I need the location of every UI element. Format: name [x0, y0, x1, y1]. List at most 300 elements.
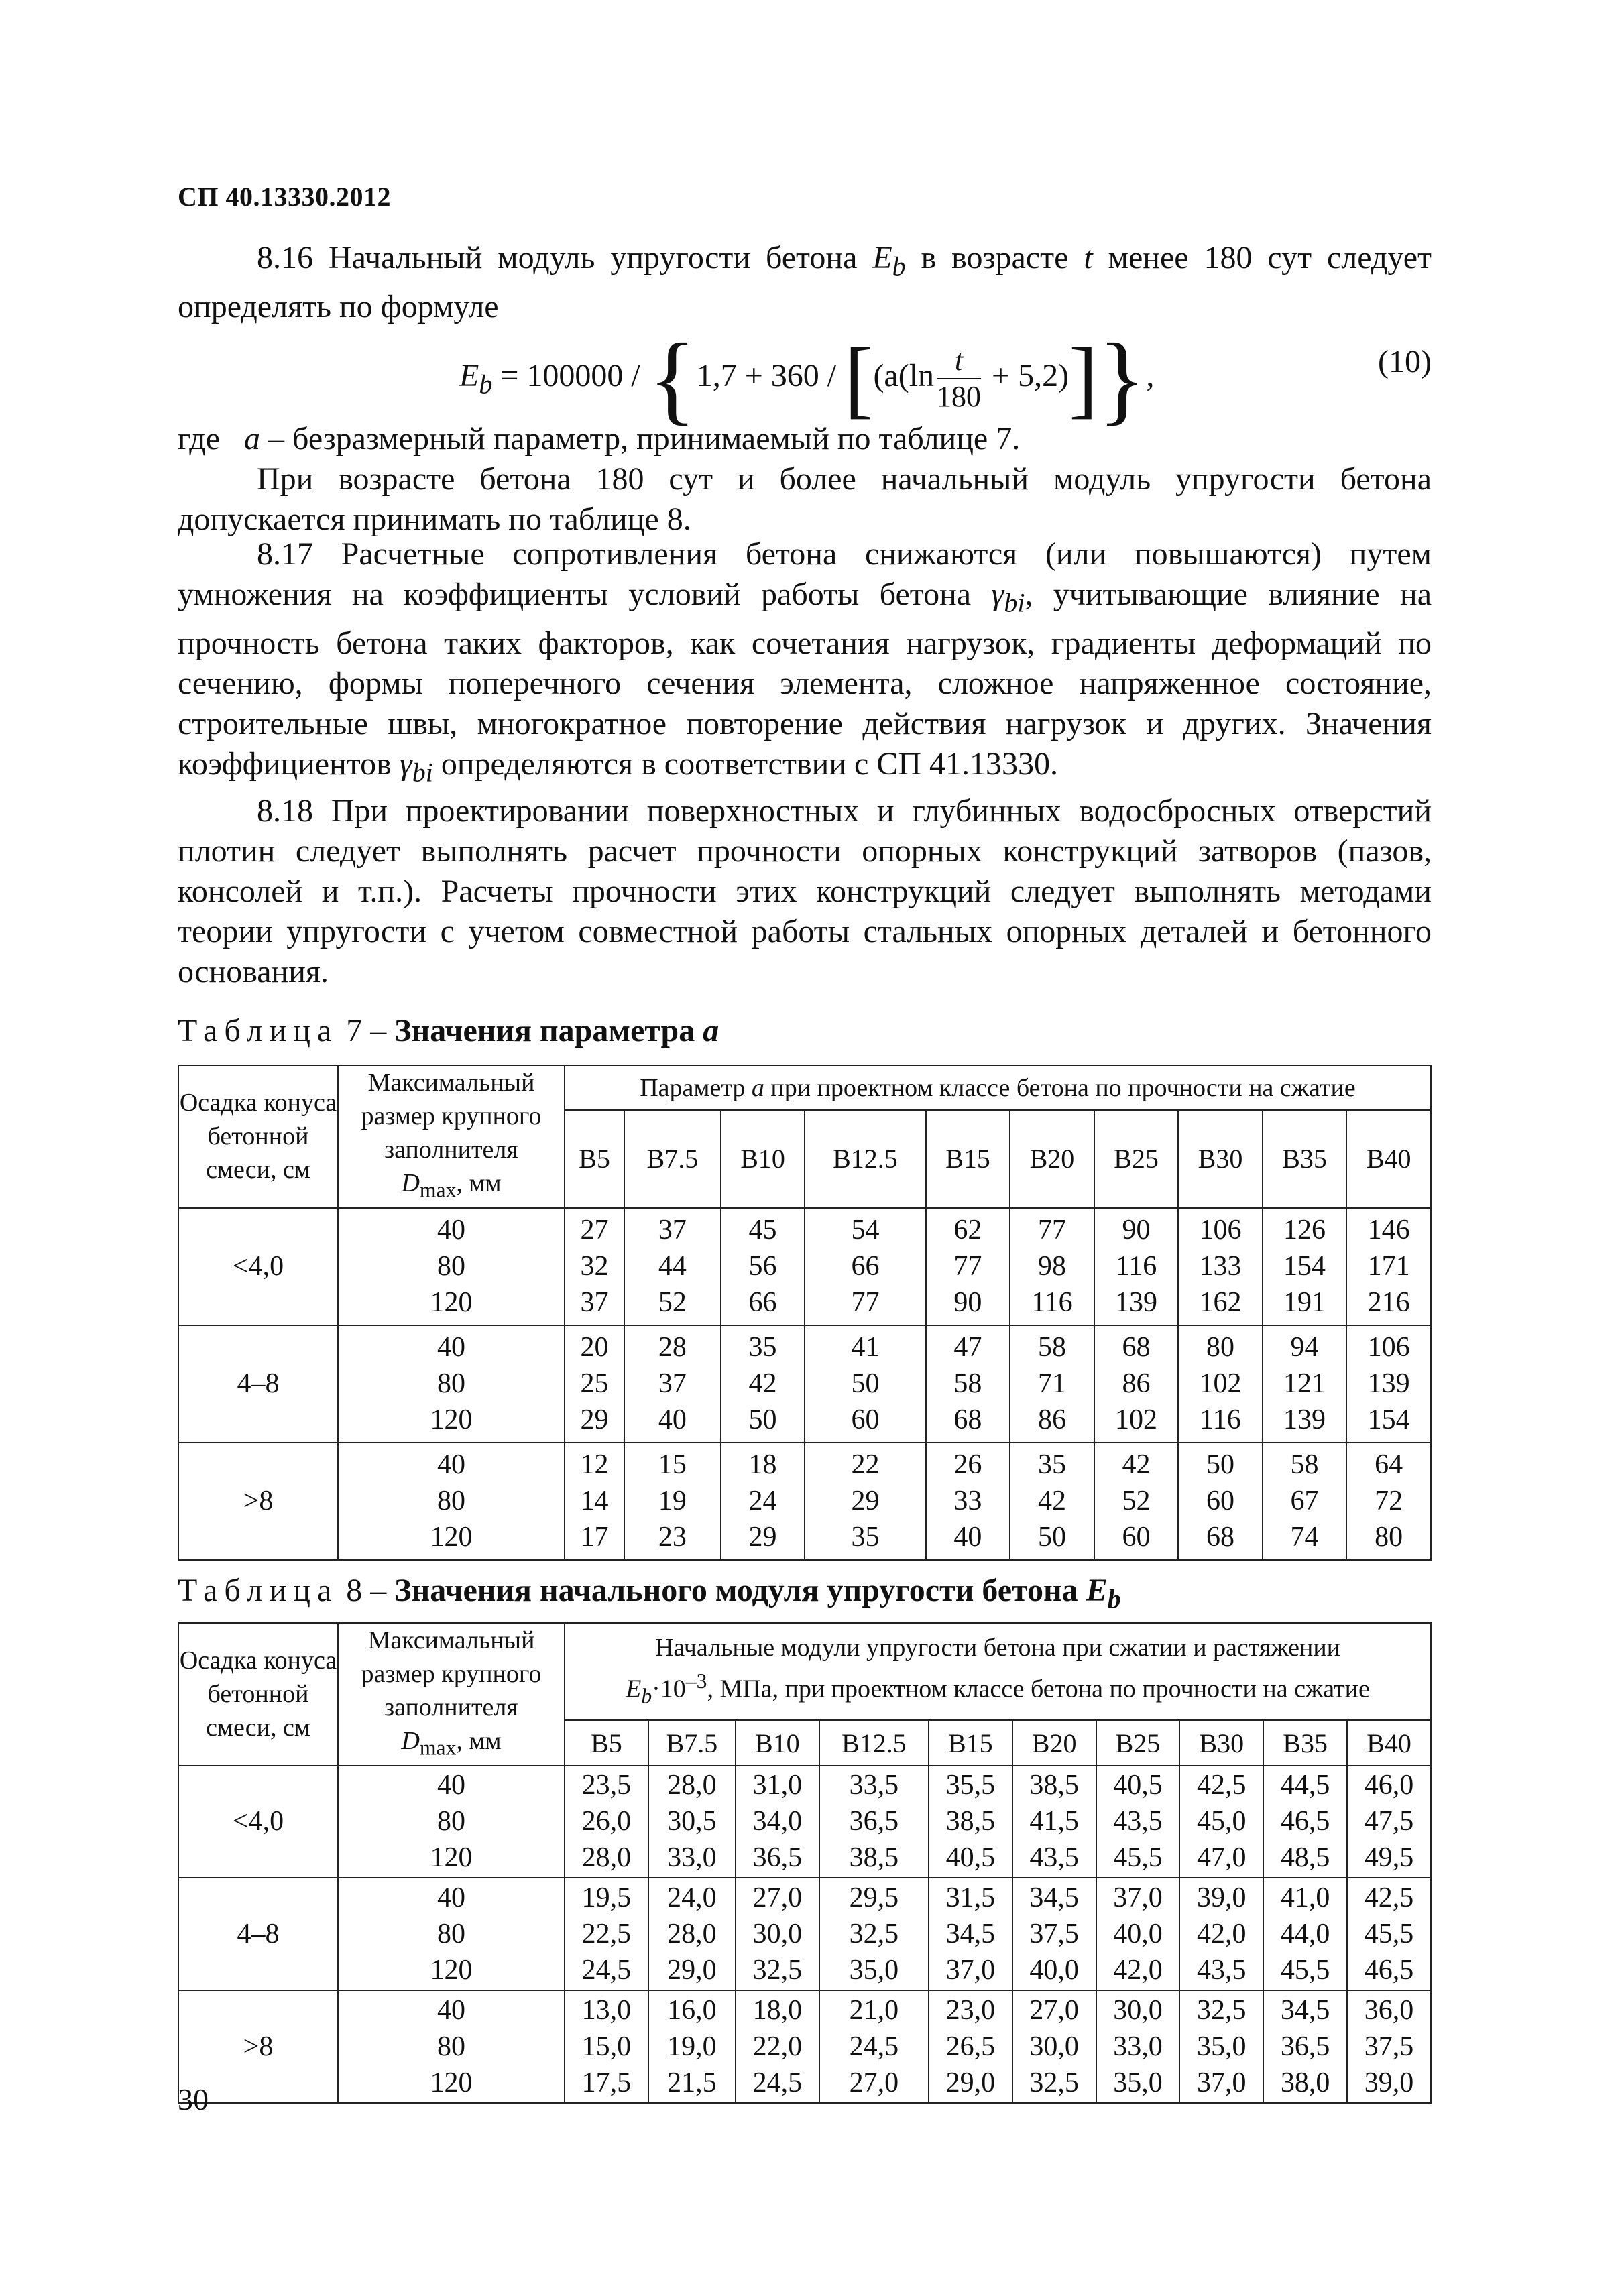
document-code-header: СП 40.13330.2012 [178, 182, 391, 212]
table-value: 46,5 [1364, 1955, 1414, 1986]
table-value: 17 [580, 1522, 609, 1553]
value-cell [1012, 1878, 1096, 1990]
table-value: 77 [1037, 1215, 1066, 1246]
aggregate-size-value: 80 [437, 1368, 465, 1400]
table-value: 56 [748, 1251, 777, 1282]
table-value: 29,0 [945, 2067, 996, 2098]
table-value: 43,5 [1029, 1842, 1079, 1874]
right-brace: } [1098, 323, 1147, 434]
table-value: 30,5 [667, 1806, 717, 1837]
table-value: 133 [1199, 1251, 1242, 1282]
table-value: 34,5 [1280, 1994, 1330, 2026]
aggregate-size-cell [338, 1443, 565, 1560]
table-value: 22,0 [752, 2031, 803, 2062]
formula-expression: $E_b = 100000 / \{1,7 + 360 / [(a(\ln$ $\frac{t}{180}$ + 5,2)]}, [459, 323, 1155, 434]
table-value: 37 [658, 1368, 687, 1400]
value-cell [1010, 1325, 1094, 1443]
table-row-group [178, 1325, 1431, 1443]
value-cell [1263, 1766, 1347, 1878]
table-value: 90 [1122, 1215, 1151, 1246]
value-cell [1094, 1443, 1179, 1560]
value-cell [805, 1325, 925, 1443]
table-value: 126 [1283, 1215, 1326, 1246]
value-cell [819, 1878, 929, 1990]
t8-class-header: B12.5 [819, 1720, 929, 1765]
table-value: 139 [1114, 1287, 1157, 1319]
value-cell [721, 1208, 805, 1325]
value-cell [624, 1208, 721, 1325]
table-value: 36,0 [1364, 1994, 1414, 2026]
table-row-group [178, 1878, 1431, 1990]
table-value: 68 [1206, 1522, 1235, 1553]
table-value: 216 [1367, 1287, 1410, 1319]
table-value: 50 [851, 1368, 880, 1400]
table-value: 68 [1122, 1332, 1151, 1364]
aggregate-size-value: 120 [430, 1404, 473, 1436]
table-value: 26,5 [945, 2031, 996, 2062]
table-value: 30,0 [752, 1919, 803, 1950]
table-value: 24,5 [849, 2031, 899, 2062]
t8-class-header: B7.5 [648, 1720, 736, 1765]
table-value: 12 [580, 1449, 609, 1481]
value-cell [1012, 1766, 1096, 1878]
table-value: 37,0 [1197, 2067, 1246, 2098]
aggregate-size-value: 120 [430, 1287, 473, 1319]
table-value: 58 [1290, 1449, 1319, 1481]
paragraph-8-17: 8.17 Расчетные сопротивления бетона снижаются (или повышаются) путем умножения на коэффициенты условий работы бетона $\gamma_{bi}$, учитывающие влияние на прочность бетона таких факторов, как сочетания нагрузок, градиенты деформаций по сечению, формы поперечного сечения элемента, сложное напряженное состояние, строительные швы, многократное повторение действия нагрузок и других. Значения коэффициентов $\gamma_{bi}$ определяются в соответствии с СП 41.13330. [178, 536, 1432, 788]
table-value: 29 [580, 1404, 609, 1436]
table-value: 37,5 [1029, 1919, 1079, 1950]
table-value: 102 [1114, 1404, 1157, 1436]
aggregate-size-value: 80 [437, 1486, 465, 1517]
table-value: 40,0 [1113, 1919, 1163, 1950]
table-value: 16,0 [667, 1994, 717, 2026]
slump-cell: <4,0 [178, 1766, 338, 1878]
table-value: 40,5 [945, 1842, 996, 1874]
aggregate-size-cell [338, 1208, 565, 1325]
value-cell [1094, 1208, 1179, 1325]
table-value: 34,5 [1029, 1882, 1079, 1914]
table-value: 50 [748, 1404, 777, 1436]
table-value: 45,5 [1280, 1955, 1330, 1986]
aggregate-size-cell [338, 1990, 565, 2103]
table-value: 24,5 [752, 2067, 803, 2098]
table-value: 34,5 [945, 1919, 996, 1950]
table7-caption: Таблица 7 – Значения параметра a [178, 1013, 719, 1048]
table7-group-header: Параметр a при проектном классе бетона по прочности на сжатие [565, 1065, 1431, 1110]
paragraph-age: При возрасте бетона 180 сут и более начальный модуль упругости бетона допускается принимать по таблице 8. [178, 461, 1432, 537]
right-bracket: ] [1069, 330, 1098, 427]
aggregate-size-value: 40 [437, 1332, 465, 1364]
table-value: 36,5 [849, 1806, 899, 1837]
table-value: 42,5 [1364, 1882, 1414, 1914]
table-value: 54 [851, 1215, 880, 1246]
aggregate-size-cell [338, 1766, 565, 1878]
table-value: 52 [1122, 1486, 1151, 1517]
table-value: 27 [580, 1215, 609, 1246]
table-value: 28,0 [667, 1770, 717, 1801]
table-value: 23 [658, 1522, 687, 1553]
table-value: 25 [580, 1368, 609, 1400]
slump-cell: >8 [178, 1990, 338, 2103]
table-value: 116 [1200, 1404, 1241, 1436]
formula-10 [459, 295, 1432, 434]
table-value: 37 [580, 1287, 609, 1319]
table-value: 42 [1037, 1486, 1066, 1517]
table8-col-slump: Осадка конуса бетонной смеси, см [178, 1623, 338, 1766]
table7-col-slump: Осадка конуса бетонной смеси, см [178, 1065, 338, 1208]
table-value: 36,5 [1280, 2031, 1330, 2062]
t7-class-header: B30 [1178, 1110, 1263, 1207]
table-value: 22 [851, 1449, 880, 1481]
table-value: 37,0 [1113, 1882, 1163, 1914]
table8-group-header: Начальные модули упругости бетона при сжатии и растяжении $E_b\cdot 10^{-3}$, МПа, при проектном классе бетона по прочности на сжатие [565, 1623, 1431, 1720]
value-cell [1346, 1443, 1431, 1560]
table-value: 27,0 [849, 2067, 899, 2098]
value-cell [1096, 1990, 1180, 2103]
table-value: 32,5 [1029, 2067, 1079, 2098]
t8-class-header: B30 [1179, 1720, 1263, 1765]
table-value: 15,0 [581, 2031, 632, 2062]
table-value: 46,5 [1280, 1806, 1330, 1837]
t7-class-header: B20 [1010, 1110, 1094, 1207]
table-value: 32,5 [752, 1955, 803, 1986]
table-value: 48,5 [1280, 1842, 1330, 1874]
table-value: 191 [1283, 1287, 1326, 1319]
table-value: 22,5 [581, 1919, 632, 1950]
table-value: 67 [1290, 1486, 1319, 1517]
table-value: 24 [748, 1486, 777, 1517]
table-row-group [178, 1990, 1431, 2103]
value-cell [819, 1990, 929, 2103]
value-cell [648, 1878, 736, 1990]
t8-class-header: B15 [929, 1720, 1012, 1765]
value-cell [1178, 1443, 1263, 1560]
table-value: 21,0 [849, 1994, 899, 2026]
table-value: 29 [748, 1522, 777, 1553]
table-value: 106 [1367, 1332, 1410, 1364]
t8-class-header: B35 [1263, 1720, 1347, 1765]
value-cell [648, 1766, 736, 1878]
table-value: 154 [1367, 1404, 1410, 1436]
table-value: 37 [658, 1215, 687, 1246]
table-value: 34,0 [752, 1806, 803, 1837]
aggregate-size-value: 120 [430, 1842, 473, 1874]
table-value: 29,5 [849, 1882, 899, 1914]
table-value: 154 [1283, 1251, 1326, 1282]
table-value: 98 [1037, 1251, 1066, 1282]
table-value: 41 [851, 1332, 880, 1364]
table-value: 35 [851, 1522, 880, 1553]
t8-class-header: B40 [1347, 1720, 1431, 1765]
value-cell [565, 1766, 648, 1878]
t7-class-header: B40 [1346, 1110, 1431, 1207]
left-brace: { [648, 323, 697, 434]
table-value: 43,5 [1113, 1806, 1163, 1837]
table-value: 23,5 [581, 1770, 632, 1801]
table-value: 121 [1283, 1368, 1326, 1400]
value-cell [1096, 1878, 1180, 1990]
value-cell [926, 1443, 1010, 1560]
t7-class-header: B35 [1263, 1110, 1347, 1207]
table-value: 35 [1037, 1449, 1066, 1481]
value-cell [565, 1990, 648, 2103]
table-value: 26 [953, 1449, 982, 1481]
aggregate-size-value: 80 [437, 1251, 465, 1282]
table-value: 31,0 [752, 1770, 803, 1801]
table-value: 35,5 [945, 1770, 996, 1801]
aggregate-size-value: 80 [437, 2031, 465, 2062]
table-value: 45,5 [1113, 1842, 1163, 1874]
table-value: 15 [658, 1449, 687, 1481]
value-cell [648, 1990, 736, 2103]
value-cell [1263, 1990, 1347, 2103]
table7-col-size: Максимальный размер крупного заполнителя $D_{max}$, мм [338, 1065, 565, 1208]
table-value: 45,5 [1364, 1919, 1414, 1950]
table-8 [178, 1622, 1432, 2104]
table-value: 50 [1206, 1449, 1235, 1481]
table-value: 13,0 [581, 1994, 632, 2026]
table-value: 42,5 [1197, 1770, 1246, 1801]
table-value: 162 [1199, 1287, 1242, 1319]
value-cell [1347, 1990, 1431, 2103]
table-value: 47,5 [1364, 1806, 1414, 1837]
table-row-group [178, 1208, 1431, 1325]
table-value: 44 [658, 1251, 687, 1282]
t7-class-header: B12.5 [805, 1110, 925, 1207]
value-cell [1012, 1990, 1096, 2103]
value-cell [926, 1325, 1010, 1443]
table-value: 40,0 [1029, 1955, 1079, 1986]
table-value: 171 [1367, 1251, 1410, 1282]
paragraph-8-16: 8.16 Начальный модуль упругости бетона $E_b$ в возрасте t менее 180 сут следует определять по формуле [178, 240, 1432, 324]
table-value: 33,0 [667, 1842, 717, 1874]
table-value: 86 [1122, 1368, 1151, 1400]
table-value: 46,0 [1364, 1770, 1414, 1801]
t7-class-header: B5 [565, 1110, 624, 1207]
aggregate-size-value: 80 [437, 1919, 465, 1950]
table-value: 24,0 [667, 1882, 717, 1914]
t7-class-header: B15 [926, 1110, 1010, 1207]
aggregate-size-value: 120 [430, 2067, 473, 2098]
value-cell [819, 1766, 929, 1878]
table-value: 66 [851, 1251, 880, 1282]
table8-caption: Таблица 8 – Значения начального модуля упругости бетона $E_b$ [178, 1573, 1121, 1614]
aggregate-size-cell [338, 1878, 565, 1990]
table-value: 35 [748, 1332, 777, 1364]
table-value: 33,5 [849, 1770, 899, 1801]
slump-cell: >8 [178, 1443, 338, 1560]
table-value: 38,0 [1280, 2067, 1330, 2098]
value-cell [1179, 1990, 1263, 2103]
table-value: 71 [1037, 1368, 1066, 1400]
table-value: 146 [1367, 1215, 1410, 1246]
aggregate-size-value: 40 [437, 1449, 465, 1481]
table-value: 29 [851, 1486, 880, 1517]
table-value: 66 [748, 1287, 777, 1319]
formula-number: (10) [1378, 344, 1432, 379]
value-cell [565, 1208, 624, 1325]
t8-class-header: B5 [565, 1720, 648, 1765]
table-value: 41,5 [1029, 1806, 1079, 1837]
aggregate-size-value: 120 [430, 1955, 473, 1986]
value-cell [1010, 1443, 1094, 1560]
table-value: 30,0 [1029, 2031, 1079, 2062]
value-cell [1346, 1325, 1431, 1443]
value-cell [1178, 1208, 1263, 1325]
value-cell [1263, 1443, 1347, 1560]
table-value: 62 [953, 1215, 982, 1246]
table-value: 20 [580, 1332, 609, 1364]
value-cell [736, 1766, 819, 1878]
table-value: 23,0 [945, 1994, 996, 2026]
table-7 [178, 1065, 1432, 1561]
t7-class-header: B10 [721, 1110, 805, 1207]
table-value: 35,0 [849, 1955, 899, 1986]
table8-col-size: Максимальный размер крупного заполнителя $D_{max}$, мм [338, 1623, 565, 1766]
table-value: 42,0 [1197, 1919, 1246, 1950]
table-value: 41,0 [1280, 1882, 1330, 1914]
value-cell [736, 1990, 819, 2103]
table-value: 37,5 [1364, 2031, 1414, 2062]
table-value: 17,5 [581, 2067, 632, 2098]
slump-cell: <4,0 [178, 1208, 338, 1325]
table-value: 32 [580, 1251, 609, 1282]
table-value: 47 [953, 1332, 982, 1364]
left-bracket: [ [844, 330, 874, 427]
table-value: 19,5 [581, 1882, 632, 1914]
where-line: где a – безразмерный параметр, принимаемый по таблице 7. [178, 421, 1021, 457]
table-value: 32,5 [1197, 1994, 1246, 2026]
table-value: 45 [748, 1215, 777, 1246]
table-value: 60 [851, 1404, 880, 1436]
table-value: 139 [1367, 1368, 1410, 1400]
table-value: 139 [1283, 1404, 1326, 1436]
table-value: 39,0 [1197, 1882, 1246, 1914]
value-cell [736, 1878, 819, 1990]
table-value: 43,5 [1197, 1955, 1246, 1986]
table-value: 28,0 [667, 1919, 717, 1950]
table-value: 45,0 [1197, 1806, 1246, 1837]
t8-class-header: B20 [1012, 1720, 1096, 1765]
value-cell [1263, 1325, 1347, 1443]
value-cell [1178, 1325, 1263, 1443]
table-value: 28,0 [581, 1842, 632, 1874]
table-value: 77 [851, 1287, 880, 1319]
table-value: 40 [658, 1404, 687, 1436]
value-cell [1094, 1325, 1179, 1443]
table-value: 27,0 [752, 1882, 803, 1914]
aggregate-size-value: 80 [437, 1806, 465, 1837]
table-value: 14 [580, 1486, 609, 1517]
t7-class-header: B25 [1094, 1110, 1179, 1207]
table-value: 72 [1375, 1486, 1403, 1517]
table-value: 24,5 [581, 1955, 632, 1986]
table-value: 58 [953, 1368, 982, 1400]
value-cell [926, 1208, 1010, 1325]
table-value: 18 [748, 1449, 777, 1481]
table-value: 30,0 [1113, 1994, 1163, 2026]
table-value: 50 [1037, 1522, 1066, 1553]
table-value: 90 [953, 1287, 982, 1319]
table-value: 40,5 [1113, 1770, 1163, 1801]
value-cell [565, 1443, 624, 1560]
table-value: 94 [1290, 1332, 1319, 1364]
paragraph-8-18: 8.18 При проектировании поверхностных и глубинных водосбросных отверстий плотин следует выполнять расчет прочности опорных конструкций затворов (пазов, консолей и т.п.). Расчеты прочности этих конструкций следует выполнять методами теории упругости с учетом совместной работы стальных опорных деталей и бетонного основания. [178, 793, 1432, 989]
table-value: 102 [1199, 1368, 1242, 1400]
table-value: 68 [953, 1404, 982, 1436]
value-cell [565, 1325, 624, 1443]
table-value: 42 [748, 1368, 777, 1400]
fraction: $\frac{t}{180}$ [937, 344, 982, 413]
aggregate-size-cell [338, 1325, 565, 1443]
value-cell [1347, 1878, 1431, 1990]
t8-class-header: B25 [1096, 1720, 1180, 1765]
value-cell [721, 1325, 805, 1443]
value-cell [1179, 1878, 1263, 1990]
table-value: 35,0 [1197, 2031, 1246, 2062]
value-cell [721, 1443, 805, 1560]
t8-class-header: B10 [736, 1720, 819, 1765]
slump-cell: 4–8 [178, 1878, 338, 1990]
table-row-group [178, 1766, 1431, 1878]
aggregate-size-value: 40 [437, 1882, 465, 1914]
table-value: 47,0 [1197, 1842, 1246, 1874]
table-value: 33,0 [1113, 2031, 1163, 2062]
table-value: 37,0 [945, 1955, 996, 1986]
page-number: 30 [178, 2082, 209, 2116]
table-value: 42,0 [1113, 1955, 1163, 1986]
value-cell [1346, 1208, 1431, 1325]
value-cell [624, 1325, 721, 1443]
table-value: 86 [1037, 1404, 1066, 1436]
slump-cell: 4–8 [178, 1325, 338, 1443]
table-value: 77 [953, 1251, 982, 1282]
table-value: 31,5 [945, 1882, 996, 1914]
table-value: 29,0 [667, 1955, 717, 1986]
table-value: 40 [953, 1522, 982, 1553]
aggregate-size-value: 40 [437, 1215, 465, 1246]
value-cell [1010, 1208, 1094, 1325]
value-cell [929, 1766, 1012, 1878]
table-value: 33 [953, 1486, 982, 1517]
value-cell [929, 1878, 1012, 1990]
table-value: 116 [1115, 1251, 1157, 1282]
value-cell [1263, 1878, 1347, 1990]
table-value: 80 [1206, 1332, 1235, 1364]
value-cell [1096, 1766, 1180, 1878]
table-value: 38,5 [945, 1806, 996, 1837]
table-value: 18,0 [752, 1994, 803, 2026]
table-value: 60 [1206, 1486, 1235, 1517]
table-value: 116 [1031, 1287, 1073, 1319]
value-cell [565, 1878, 648, 1990]
table-value: 64 [1375, 1449, 1403, 1481]
value-cell [805, 1208, 925, 1325]
table-value: 36,5 [752, 1842, 803, 1874]
value-cell [1263, 1208, 1347, 1325]
table-value: 19 [658, 1486, 687, 1517]
table-value: 38,5 [849, 1842, 899, 1874]
table-value: 80 [1375, 1522, 1403, 1553]
value-cell [805, 1443, 925, 1560]
table-value: 19,0 [667, 2031, 717, 2062]
aggregate-size-value: 120 [430, 1522, 473, 1553]
table-row-group [178, 1443, 1431, 1560]
table-value: 35,0 [1113, 2067, 1163, 2098]
table-value: 44,5 [1280, 1770, 1330, 1801]
value-cell [1347, 1766, 1431, 1878]
